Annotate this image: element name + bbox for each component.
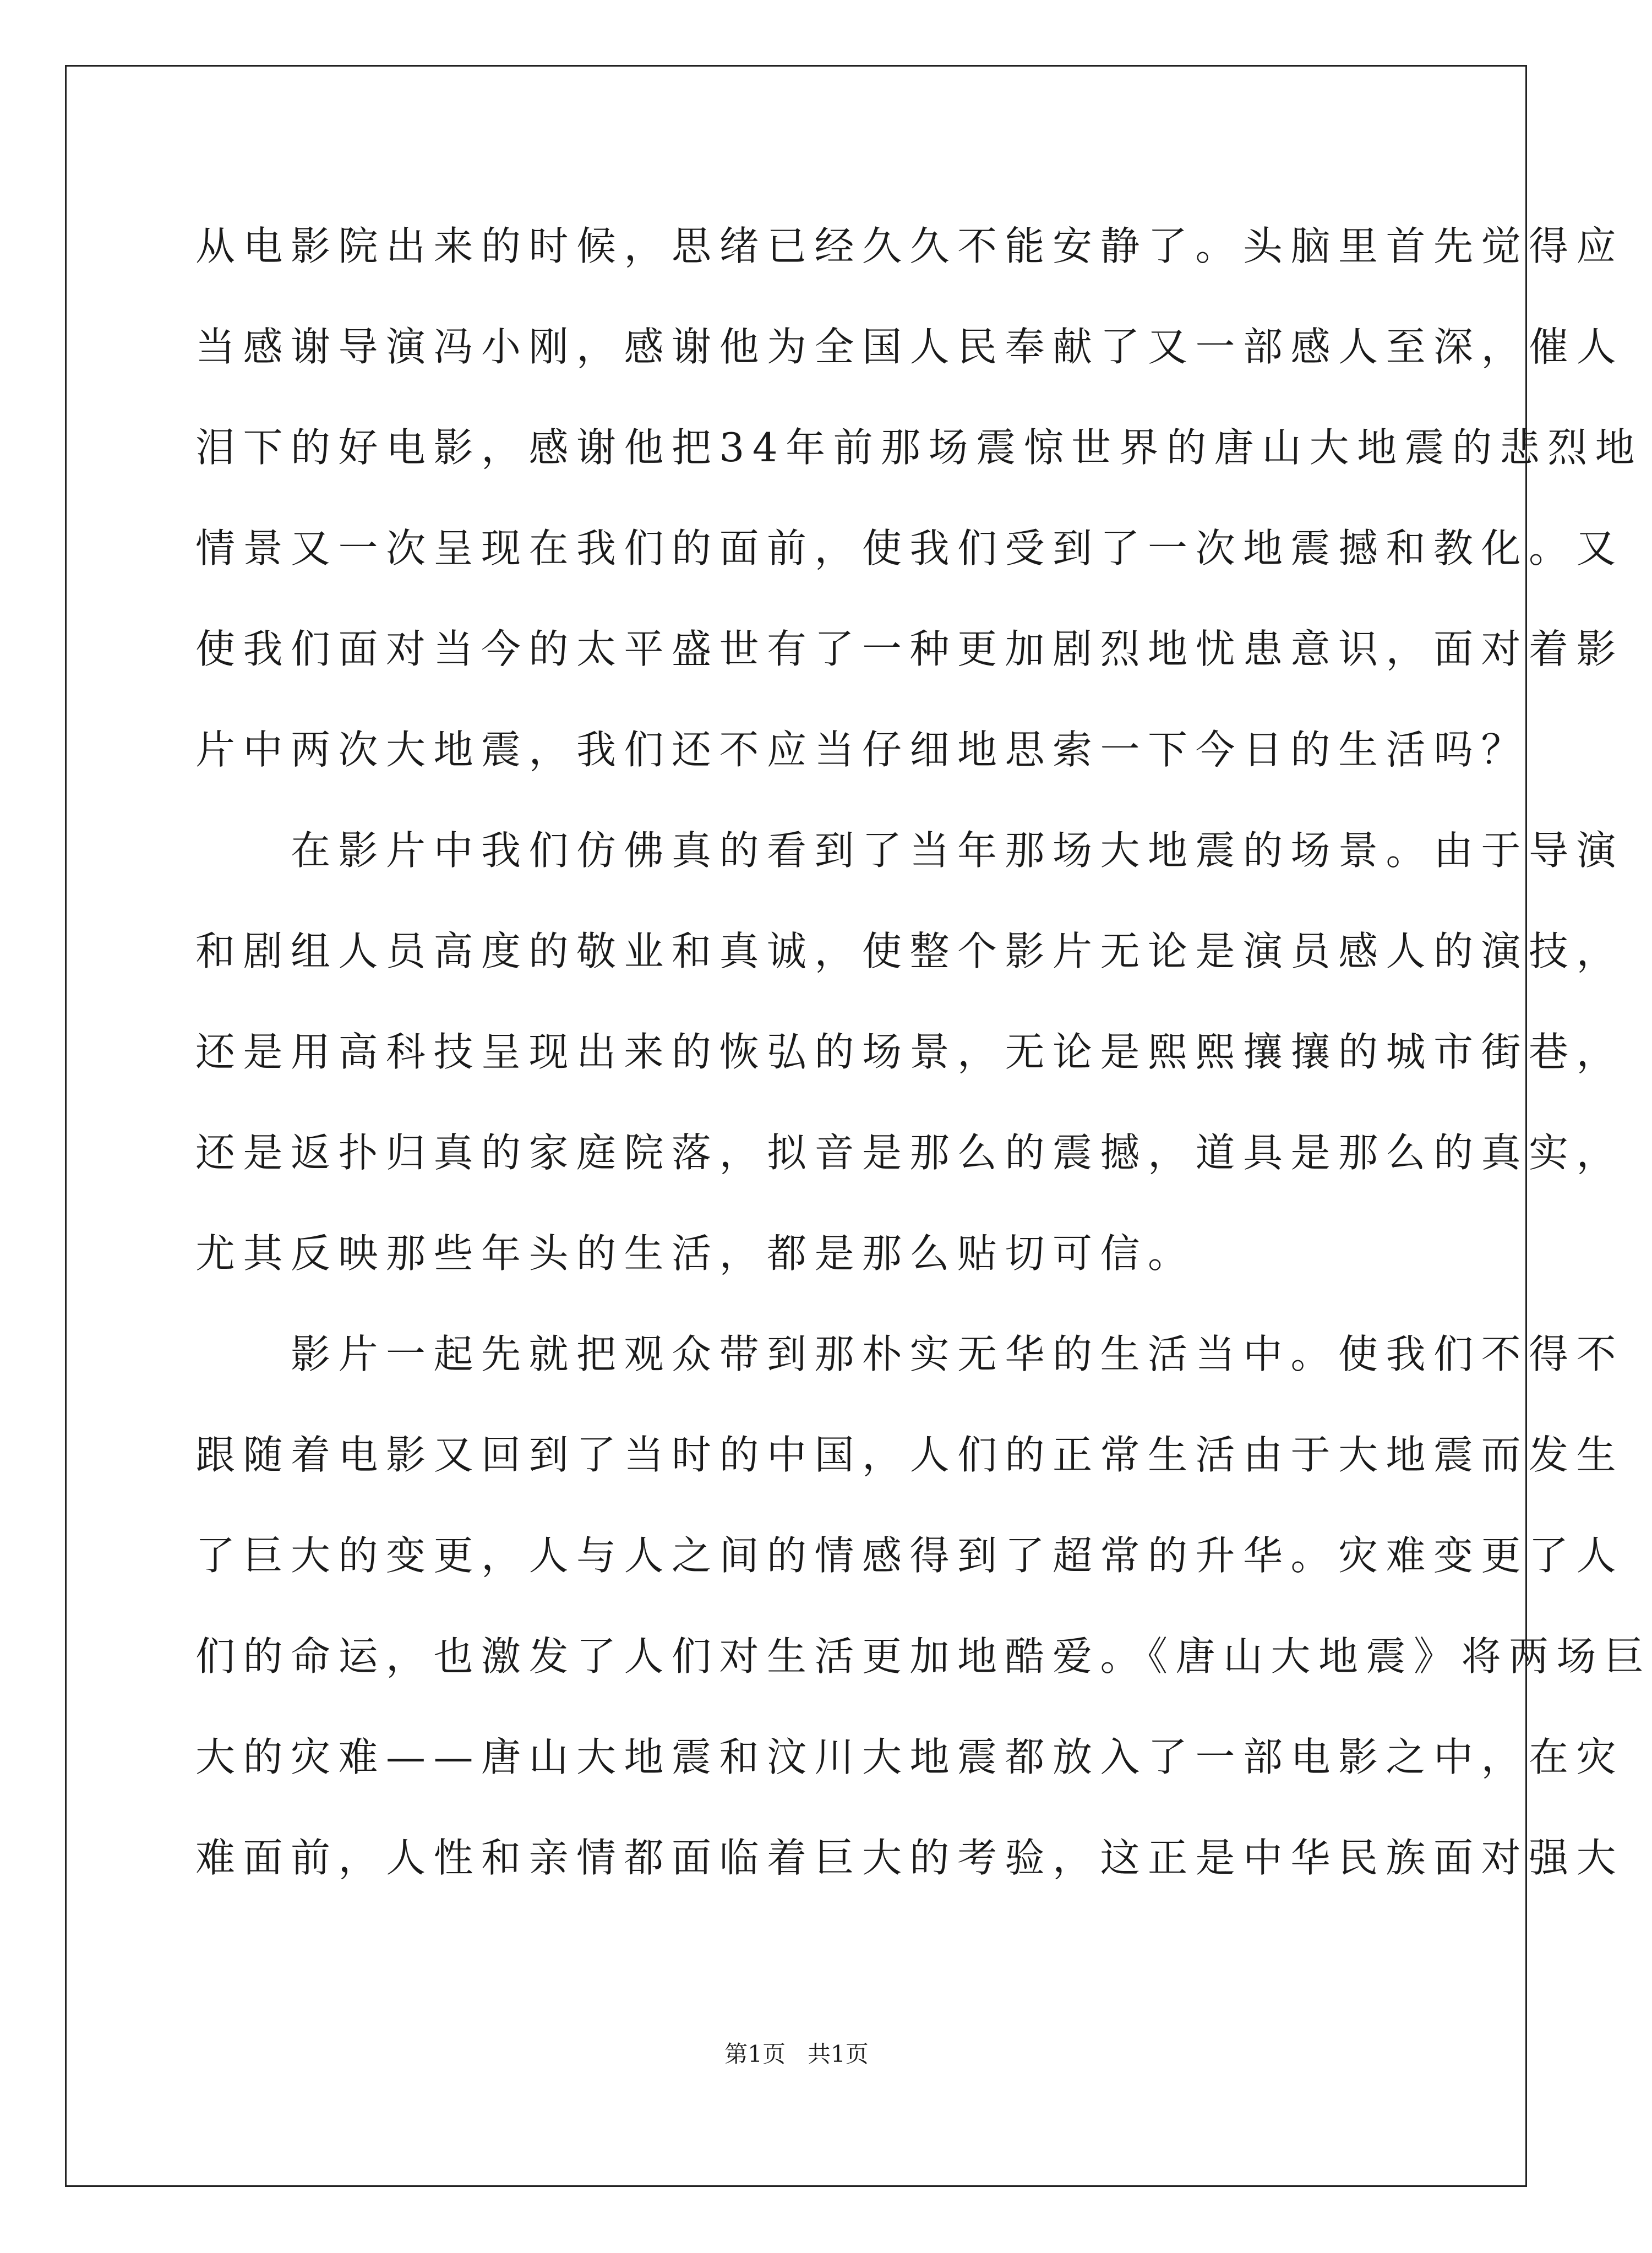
text-line: 们的命运，也激发了人们对生活更加地酷爱。《唐山大地震》将两场巨 bbox=[195, 1633, 1652, 1679]
text-line: 跟随着电影又回到了当时的中国，人们的正常生活由于大地震而发生 bbox=[195, 1432, 1624, 1478]
document-body bbox=[195, 196, 1652, 1908]
text-line: 影片一起先就把观众带到那朴实无华的生活当中。使我们不得不 bbox=[195, 1331, 1624, 1377]
text-line: 还是返扑归真的家庭院落，拟音是那么的震撼，道具是那么的真实， bbox=[195, 1130, 1624, 1176]
text-line: 了巨大的变更，人与人之间的情感得到了超常的升华。灾难变更了人 bbox=[195, 1532, 1624, 1579]
text-line: 使我们面对当今的太平盛世有了一种更加剧烈地忧患意识，面对着影 bbox=[195, 626, 1624, 672]
text-line: 还是用高科技呈现出来的恢弘的场景，无论是熙熙攘攘的城市街巷， bbox=[195, 1029, 1624, 1075]
text-line: 片中两次大地震，我们还不应当仔细地思索一下今日的生活吗？ bbox=[195, 727, 1529, 773]
text-line: 泪下的好电影，感谢他把34年前那场震惊世界的唐山大地震的悲烈地 bbox=[195, 424, 1643, 471]
text-line: 难面前，人性和亲情都面临着巨大的考验，这正是中华民族面对强大 bbox=[195, 1835, 1624, 1881]
page-footer: 第1页 共1页 bbox=[724, 2041, 869, 2067]
text-line: 尤其反映那些年头的生活，都是那么贴切可信。 bbox=[195, 1230, 1196, 1276]
text-line: 大的灾难——唐山大地震和汶川大地震都放入了一部电影之中，在灾 bbox=[195, 1734, 1624, 1780]
text-line: 在影片中我们仿佛真的看到了当年那场大地震的场景。由于导演 bbox=[195, 827, 1624, 874]
text-line: 从电影院出来的时候，思绪已经久久不能安静了。头脑里首先觉得应 bbox=[195, 223, 1624, 269]
text-line: 和剧组人员高度的敬业和真诚，使整个影片无论是演员感人的演技， bbox=[195, 928, 1624, 974]
text-line: 当感谢导演冯小刚，感谢他为全国人民奉献了又一部感人至深，催人 bbox=[195, 324, 1624, 370]
text-line: 情景又一次呈现在我们的面前，使我们受到了一次地震撼和教化。又 bbox=[195, 525, 1624, 571]
